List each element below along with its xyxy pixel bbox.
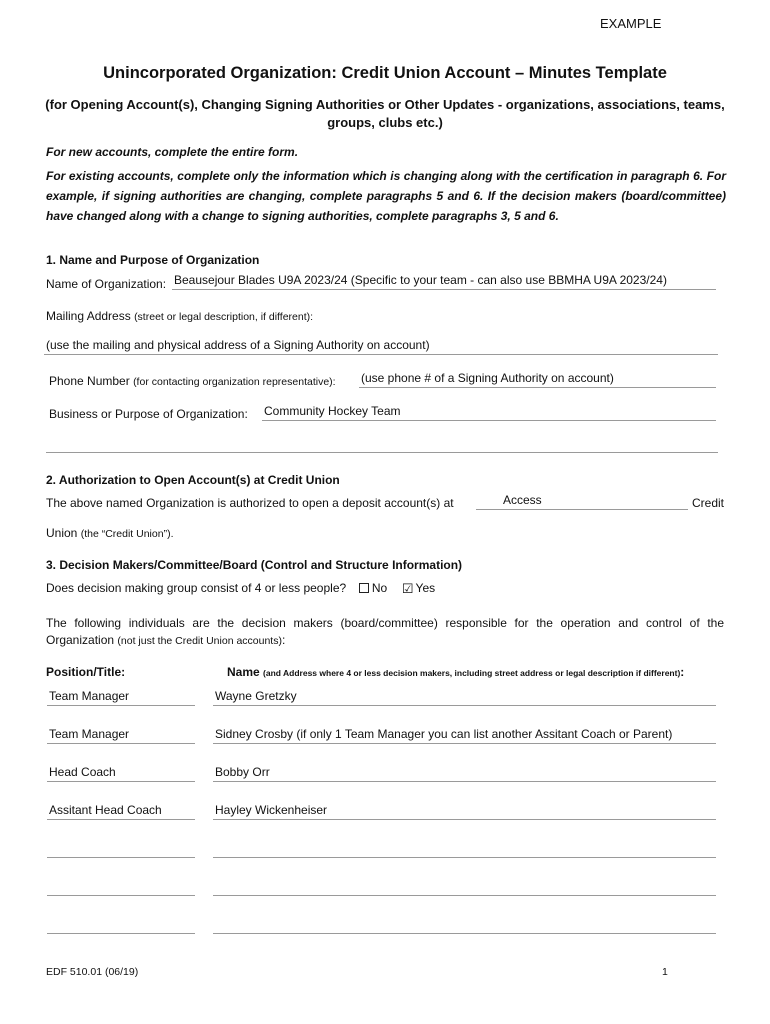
table-row-position[interactable] [47,840,195,858]
section-2-heading: 2. Authorization to Open Account(s) at Credit Union [46,473,340,487]
table-row-name[interactable] [213,840,716,858]
table-row-position[interactable] [47,916,195,934]
table-row-name[interactable]: Bobby Orr [213,764,716,782]
union-text [46,526,173,540]
decision-makers-paragraph-text: The following individuals are the decision makers (board/committee) responsible for the operation and control of the Organization [46,616,724,647]
mailing-address-field[interactable]: (use the mailing and physical address of a Signing Authority on account) [44,337,718,355]
purpose-field[interactable]: Community Hockey Team [262,403,716,421]
name-column-header [227,665,684,679]
name-column-header-note: (and Address where 4 or less decision makers, including street address or legal description if different) [263,668,681,678]
union-note: (the “Credit Union”). [80,528,174,540]
union-word: Union [46,526,78,540]
mailing-address-label-text: Mailing Address [46,309,131,323]
page-subtitle: (for Opening Account(s), Changing Signing Authorities or Other Updates - organizations, associations, teams, groups, clubs etc.) [45,97,725,130]
yes-checkbox-checked-icon[interactable]: ☑ [401,581,414,596]
table-row-position[interactable]: Team Manager [47,688,195,706]
form-code: EDF 510.01 (06/19) [46,966,139,978]
purpose-field-continued[interactable] [46,435,718,453]
decision-makers-paragraph [46,615,724,650]
table-row-name[interactable]: Sidney Crosby (if only 1 Team Manager you can list another Assitant Coach or Parent) [213,726,716,744]
table-row-name[interactable]: Wayne Gretzky [213,688,716,706]
position-column-header: Position/Title: [46,665,126,679]
decision-makers-paragraph-end: : [281,633,286,647]
section-1-heading: 1. Name and Purpose of Organization [46,253,260,267]
mailing-address-label [46,309,313,323]
name-column-header-text: Name [227,665,260,679]
no-option-label: No [371,581,388,595]
decision-makers-paragraph-note: (not just the Credit Union accounts) [117,635,282,647]
purpose-label: Business or Purpose of Organization: [49,407,248,421]
phone-number-label-text: Phone Number [49,374,130,388]
page-number: 1 [662,966,668,978]
organization-name-label: Name of Organization: [46,277,167,291]
organization-name-field[interactable]: Beausejour Blades U9A 2023/24 (Specific to your team - can also use BBMHA U9A 2023/24) [172,272,716,290]
no-checkbox[interactable] [359,583,369,593]
example-watermark: EXAMPLE [600,16,662,31]
phone-number-label [49,374,336,388]
table-row-name[interactable] [213,878,716,896]
phone-number-field[interactable]: (use phone # of a Signing Authority on account) [359,370,716,388]
table-row-position[interactable]: Assitant Head Coach [47,802,195,820]
decision-group-question [46,581,435,595]
table-row-position[interactable]: Team Manager [47,726,195,744]
mailing-address-note: (street or legal description, if different): [134,311,314,323]
section-3-heading: 3. Decision Makers/Committee/Board (Control and Structure Information) [46,558,463,572]
credit-union-name-value: Access [503,493,542,507]
table-row-position[interactable] [47,878,195,896]
decision-group-question-text: Does decision making group consist of 4 or less people? [46,581,347,595]
page-title: Unincorporated Organization: Credit Union Account – Minutes Template [103,64,667,82]
authorization-text: The above named Organization is authorized to open a deposit account(s) at [46,496,454,510]
instruction-existing-accounts: For existing accounts, complete only the information which is changing along with the certification in paragraph 6. For example, if signing authorities are changing, complete paragraphs 5 and 6. If the decision makers (board/committee) have changed along with a change to signing authorities, complete paragraphs 3, 5 and 6. [46,169,726,223]
name-column-header-end: : [680,665,685,679]
phone-number-note: (for contacting organization representative): [133,376,336,388]
table-row-name[interactable] [213,916,716,934]
instruction-new-accounts: For new accounts, complete the entire form. [46,145,299,159]
yes-option-label: Yes [415,581,436,595]
table-row-position[interactable]: Head Coach [47,764,195,782]
table-row-name[interactable]: Hayley Wickenheiser [213,802,716,820]
credit-word: Credit [692,496,725,510]
credit-union-name-field[interactable] [476,492,688,510]
